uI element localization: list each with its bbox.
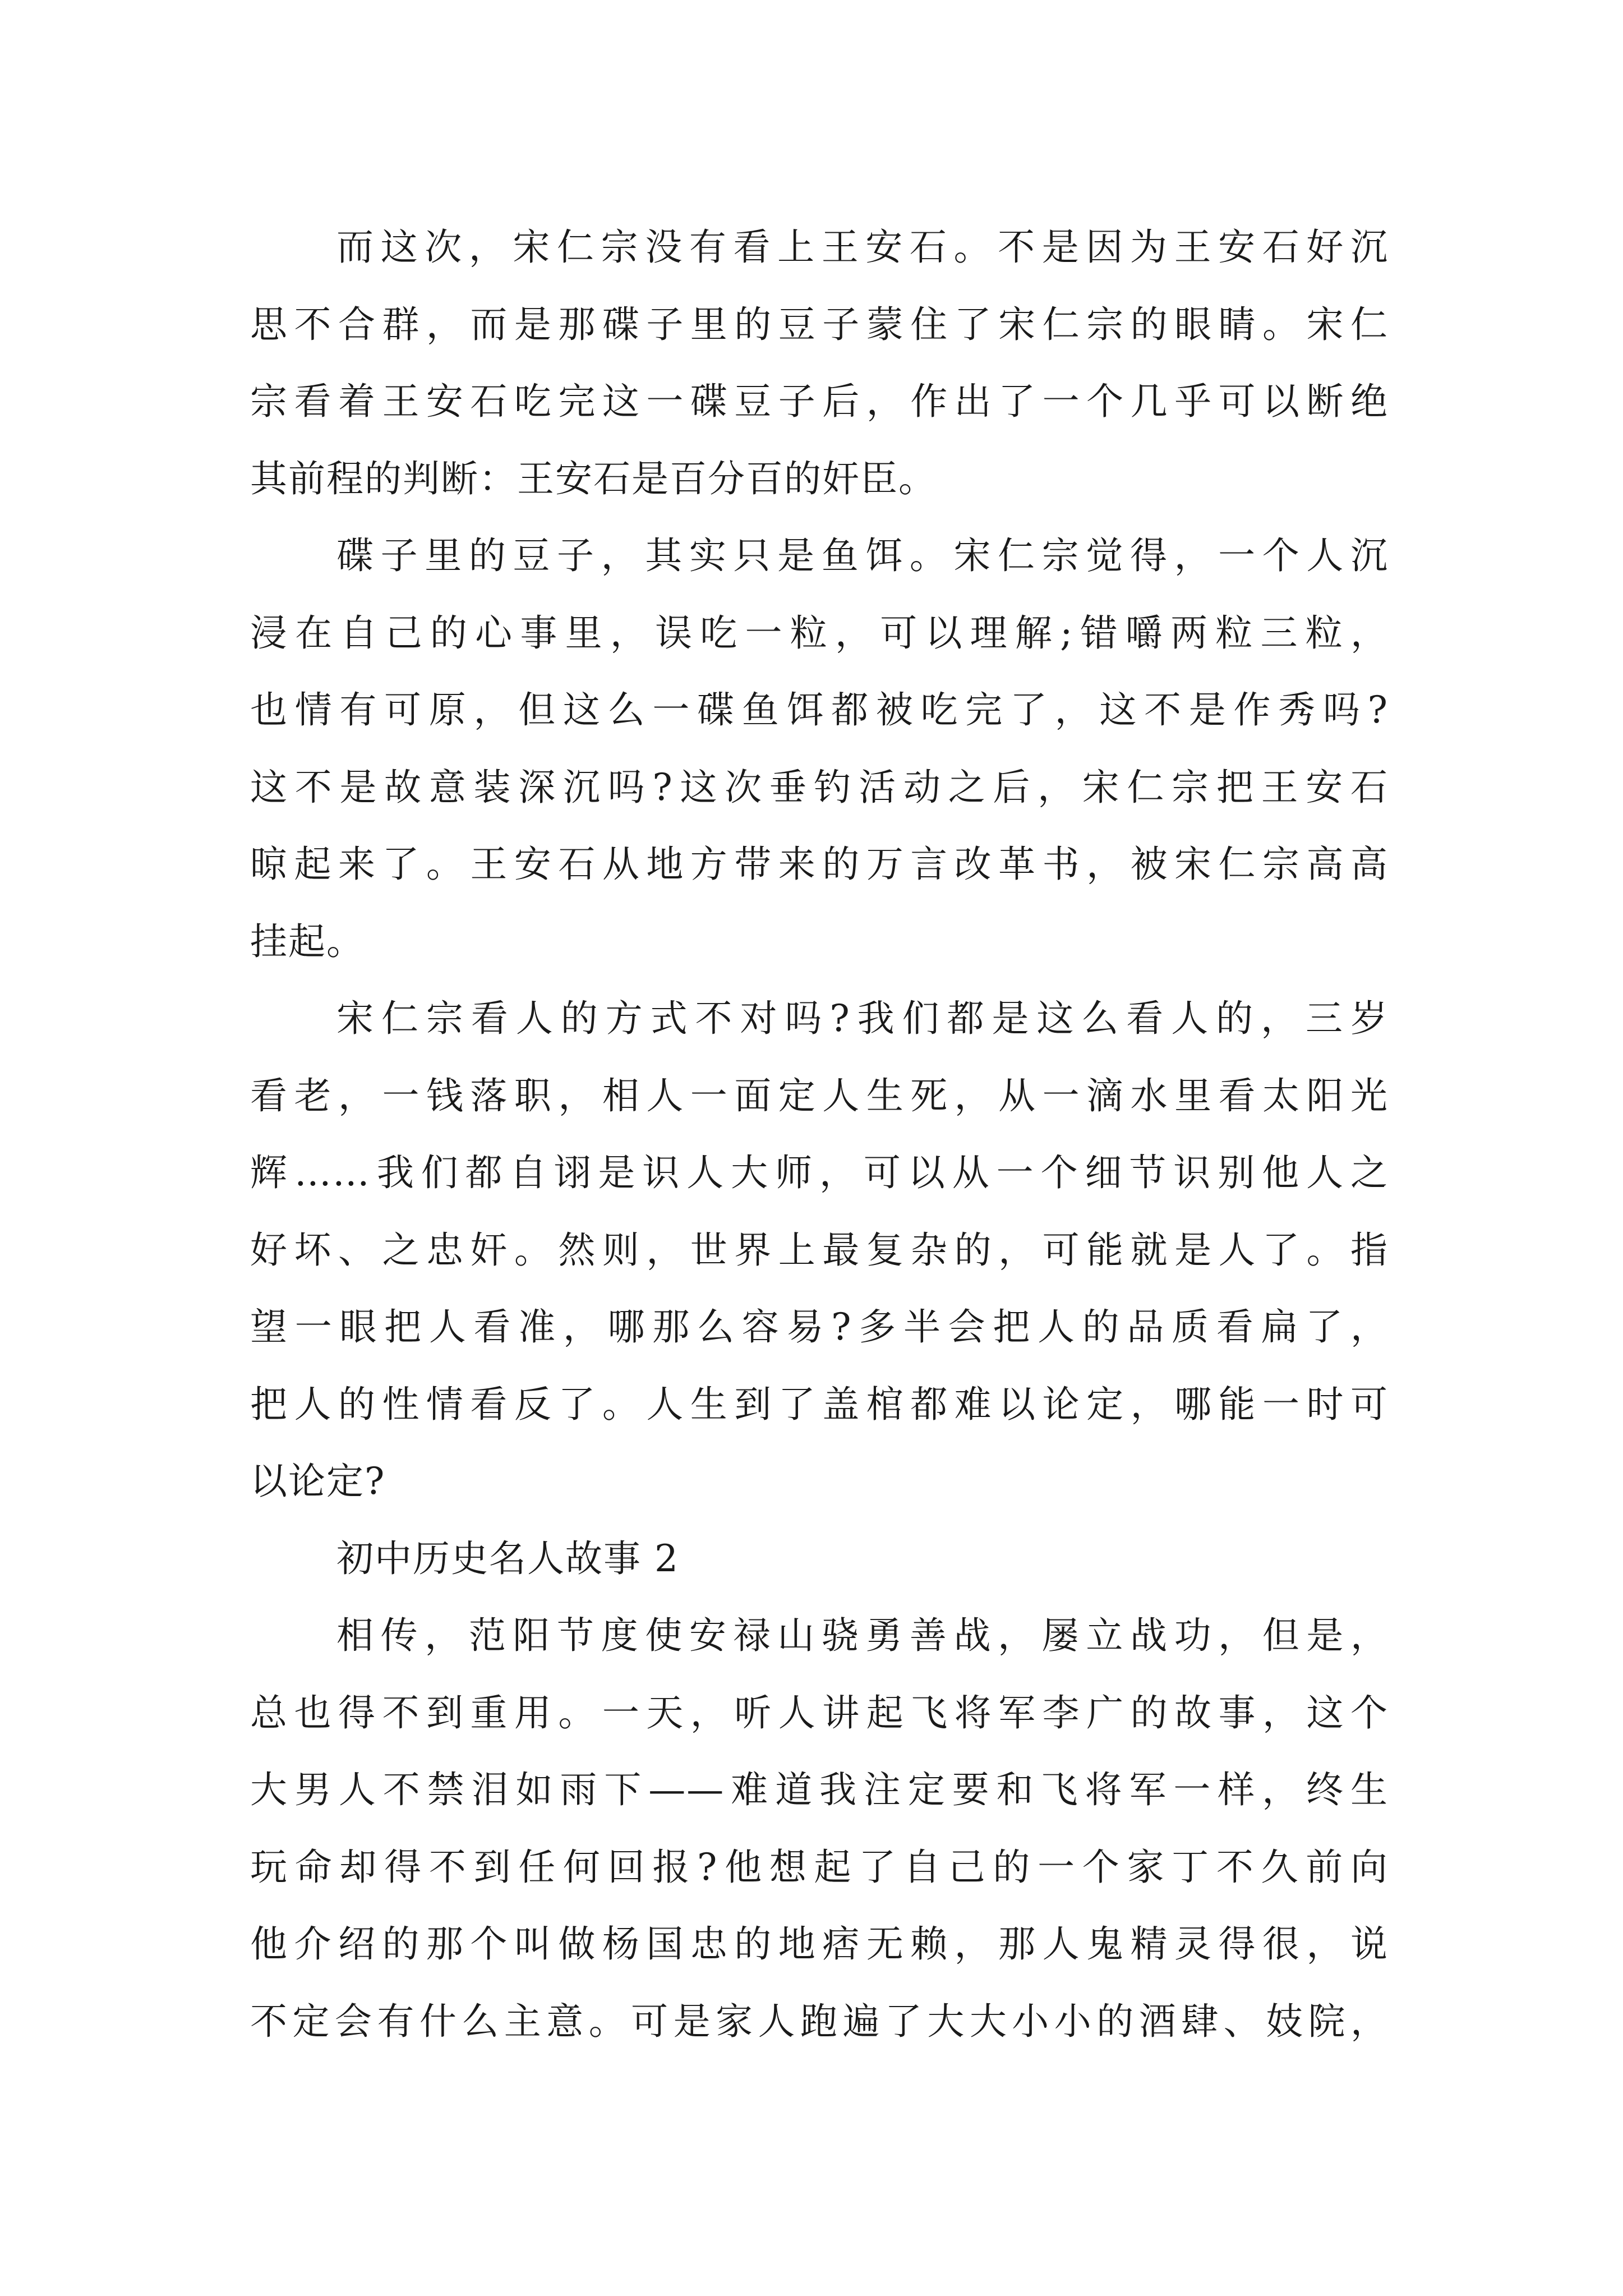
heading-line: 初中历史名人故事 2 bbox=[336, 1536, 679, 1580]
text-line: 浸在自己的心事里，误吃一粒，可以理解;错嚼两粒三粒， bbox=[250, 611, 1389, 655]
text-line: 相传，范阳节度使安禄山骁勇善战，屡立战功，但是， bbox=[336, 1614, 1389, 1657]
text-line: 他介绍的那个叫做杨国忠的地痞无赖，那人鬼精灵得很，说 bbox=[250, 1922, 1389, 1966]
text-line: 把人的性情看反了。人生到了盖棺都难以论定，哪能一时可 bbox=[250, 1382, 1389, 1426]
text-line: 总也得不到重用。一天，听人讲起飞将军李广的故事，这个 bbox=[250, 1691, 1389, 1734]
text-line: 思不合群，而是那碟子里的豆子蒙住了宋仁宗的眼睛。宋仁 bbox=[250, 302, 1389, 346]
paragraph-3 bbox=[250, 980, 1389, 1520]
text-line: 宋仁宗看人的方式不对吗?我们都是这么看人的，三岁 bbox=[336, 997, 1389, 1040]
text-line: 辉……我们都自诩是识人大师，可以从一个细节识别他人之 bbox=[250, 1151, 1389, 1194]
text-line: 晾起来了。王安石从地方带来的万言改革书，被宋仁宗高高 bbox=[250, 843, 1389, 886]
text-line: 挂起。 bbox=[250, 919, 365, 963]
paragraph-1 bbox=[250, 209, 1389, 517]
text-line: 碟子里的豆子，其实只是鱼饵。宋仁宗觉得，一个人沉 bbox=[336, 534, 1389, 577]
paragraph-4 bbox=[250, 1597, 1389, 2060]
text-line: 望一眼把人看准，哪那么容易?多半会把人的品质看扁了， bbox=[250, 1305, 1389, 1349]
text-line: 也情有可原，但这么一碟鱼饵都被吃完了，这不是作秀吗? bbox=[250, 688, 1389, 731]
text-line: 这不是故意装深沉吗?这次垂钓活动之后，宋仁宗把王安石 bbox=[250, 765, 1389, 809]
text-line: 看老，一钱落职，相人一面定人生死，从一滴水里看太阳光 bbox=[250, 1074, 1389, 1117]
text-line: 其前程的判断：王安石是百分百的奸臣。 bbox=[250, 457, 937, 500]
text-line: 而这次，宋仁宗没有看上王安石。不是因为王安石好沉 bbox=[336, 226, 1389, 269]
section-heading bbox=[250, 1520, 1389, 1598]
text-line: 玩命却得不到任何回报?他想起了自己的一个家丁不久前向 bbox=[250, 1845, 1389, 1889]
text-line: 以论定? bbox=[250, 1460, 386, 1503]
document-body bbox=[250, 209, 1389, 2060]
paragraph-2 bbox=[250, 517, 1389, 980]
text-line: 好坏、之忠奸。然则，世界上最复杂的，可能就是人了。指 bbox=[250, 1228, 1389, 1272]
text-line: 大男人不禁泪如雨下——难道我注定要和飞将军一样，终生 bbox=[250, 1768, 1389, 1811]
text-line: 不定会有什么主意。可是家人跑遍了大大小小的酒肆、妓院， bbox=[250, 1999, 1389, 2043]
text-line: 宗看着王安石吃完这一碟豆子后，作出了一个几乎可以断绝 bbox=[250, 380, 1389, 423]
